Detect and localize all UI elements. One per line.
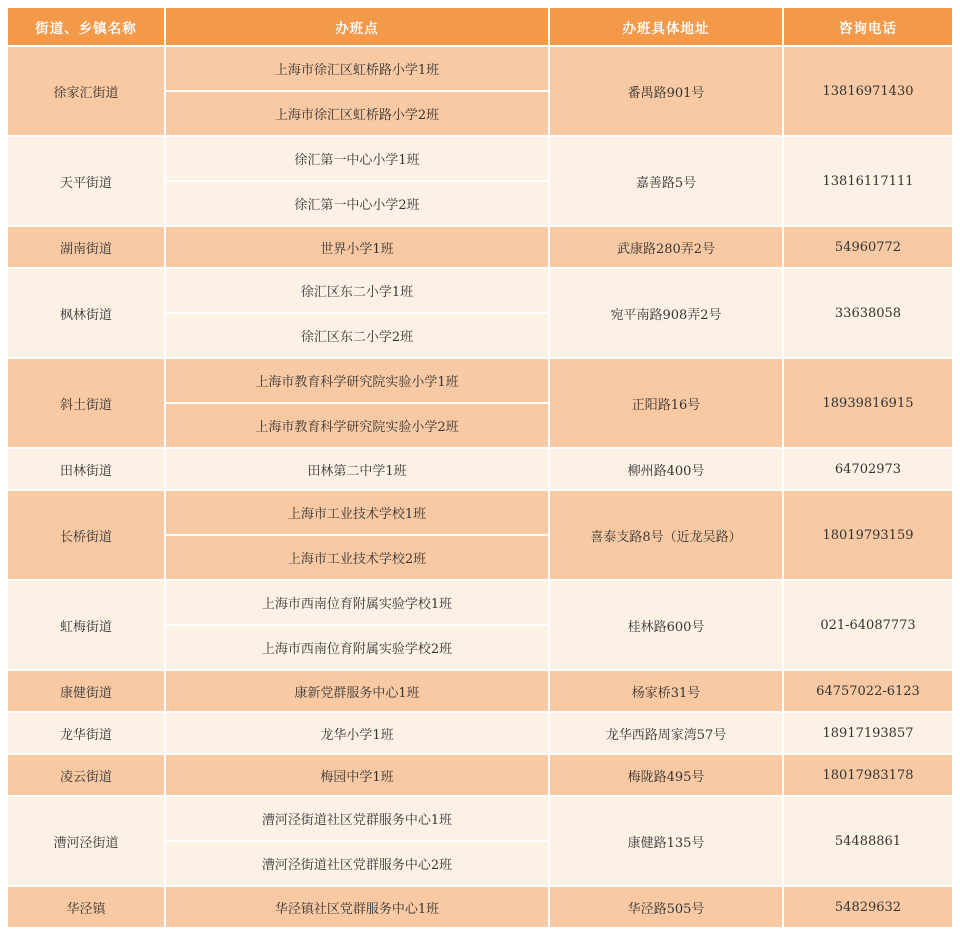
phone-cell: 18019793159 — [783, 490, 953, 580]
table-row — [7, 136, 953, 181]
phone-cell: 13816117111 — [783, 136, 953, 226]
class-location-cell: 上海市教育科学研究院实验小学1班 — [165, 358, 549, 403]
phone-cell: 18939816915 — [783, 358, 953, 448]
header-class-location: 办班点 — [165, 7, 549, 46]
phone-cell: 13816971430 — [783, 46, 953, 136]
table-row — [7, 448, 953, 490]
table-row — [7, 670, 953, 712]
class-location-cell: 龙华小学1班 — [165, 712, 549, 754]
phone-cell: 54960772 — [783, 226, 953, 268]
address-cell: 喜泰支路8号（近龙吴路） — [549, 490, 783, 580]
class-location-cell: 漕河泾街道社区党群服务中心2班 — [165, 841, 549, 886]
address-cell: 龙华西路周家湾57号 — [549, 712, 783, 754]
class-location-cell: 康新党群服务中心1班 — [165, 670, 549, 712]
street-cell: 康健街道 — [7, 670, 165, 712]
street-cell: 徐家汇街道 — [7, 46, 165, 136]
phone-cell: 18017983178 — [783, 754, 953, 796]
header-street: 街道、乡镇名称 — [7, 7, 165, 46]
street-cell: 湖南街道 — [7, 226, 165, 268]
address-cell: 华泾路505号 — [549, 886, 783, 928]
class-location-cell: 徐汇区东二小学1班 — [165, 268, 549, 313]
class-location-cell: 徐汇第一中心小学2班 — [165, 181, 549, 226]
class-location-cell: 上海市教育科学研究院实验小学2班 — [165, 403, 549, 448]
table-row — [7, 796, 953, 841]
street-cell: 漕河泾街道 — [7, 796, 165, 886]
street-cell: 华泾镇 — [7, 886, 165, 928]
table-row — [7, 490, 953, 535]
address-cell: 武康路280弄2号 — [549, 226, 783, 268]
class-location-cell: 世界小学1班 — [165, 226, 549, 268]
class-location-cell: 上海市工业技术学校2班 — [165, 535, 549, 580]
phone-cell: 64757022-6123 — [783, 670, 953, 712]
phone-cell: 54829632 — [783, 886, 953, 928]
street-cell: 凌云街道 — [7, 754, 165, 796]
table-row — [7, 226, 953, 268]
class-location-cell: 华泾镇社区党群服务中心1班 — [165, 886, 549, 928]
class-location-cell: 徐汇第一中心小学1班 — [165, 136, 549, 181]
table-row — [7, 886, 953, 928]
address-cell: 康健路135号 — [549, 796, 783, 886]
table-body — [7, 46, 953, 928]
class-location-cell: 上海市徐汇区虹桥路小学1班 — [165, 46, 549, 91]
class-location-cell: 上海市工业技术学校1班 — [165, 490, 549, 535]
class-location-cell: 徐汇区东二小学2班 — [165, 313, 549, 358]
phone-cell: 54488861 — [783, 796, 953, 886]
phone-cell: 021-64087773 — [783, 580, 953, 670]
class-location-cell: 漕河泾街道社区党群服务中心1班 — [165, 796, 549, 841]
phone-cell: 18917193857 — [783, 712, 953, 754]
header-phone: 咨询电话 — [783, 7, 953, 46]
class-location-cell: 田林第二中学1班 — [165, 448, 549, 490]
address-cell: 柳州路400号 — [549, 448, 783, 490]
header-address: 办班具体地址 — [549, 7, 783, 46]
table-row — [7, 268, 953, 313]
street-cell: 田林街道 — [7, 448, 165, 490]
table-row — [7, 712, 953, 754]
address-cell: 桂林路600号 — [549, 580, 783, 670]
street-cell: 虹梅街道 — [7, 580, 165, 670]
address-cell: 正阳路16号 — [549, 358, 783, 448]
street-cell: 天平街道 — [7, 136, 165, 226]
address-cell: 杨家桥31号 — [549, 670, 783, 712]
address-cell: 嘉善路5号 — [549, 136, 783, 226]
table-row — [7, 580, 953, 625]
phone-cell: 33638058 — [783, 268, 953, 358]
class-location-cell: 梅园中学1班 — [165, 754, 549, 796]
class-location-cell: 上海市西南位育附属实验学校1班 — [165, 580, 549, 625]
street-cell: 斜土街道 — [7, 358, 165, 448]
class-location-cell: 上海市西南位育附属实验学校2班 — [165, 625, 549, 670]
address-cell: 番禺路901号 — [549, 46, 783, 136]
street-cell: 龙华街道 — [7, 712, 165, 754]
table-row — [7, 358, 953, 403]
street-cell: 长桥街道 — [7, 490, 165, 580]
address-cell: 梅陇路495号 — [549, 754, 783, 796]
class-locations-table — [6, 6, 954, 929]
table-header-row — [7, 7, 953, 46]
phone-cell: 64702973 — [783, 448, 953, 490]
street-cell: 枫林街道 — [7, 268, 165, 358]
class-location-cell: 上海市徐汇区虹桥路小学2班 — [165, 91, 549, 136]
table-row — [7, 754, 953, 796]
address-cell: 宛平南路908弄2号 — [549, 268, 783, 358]
table-row — [7, 46, 953, 91]
